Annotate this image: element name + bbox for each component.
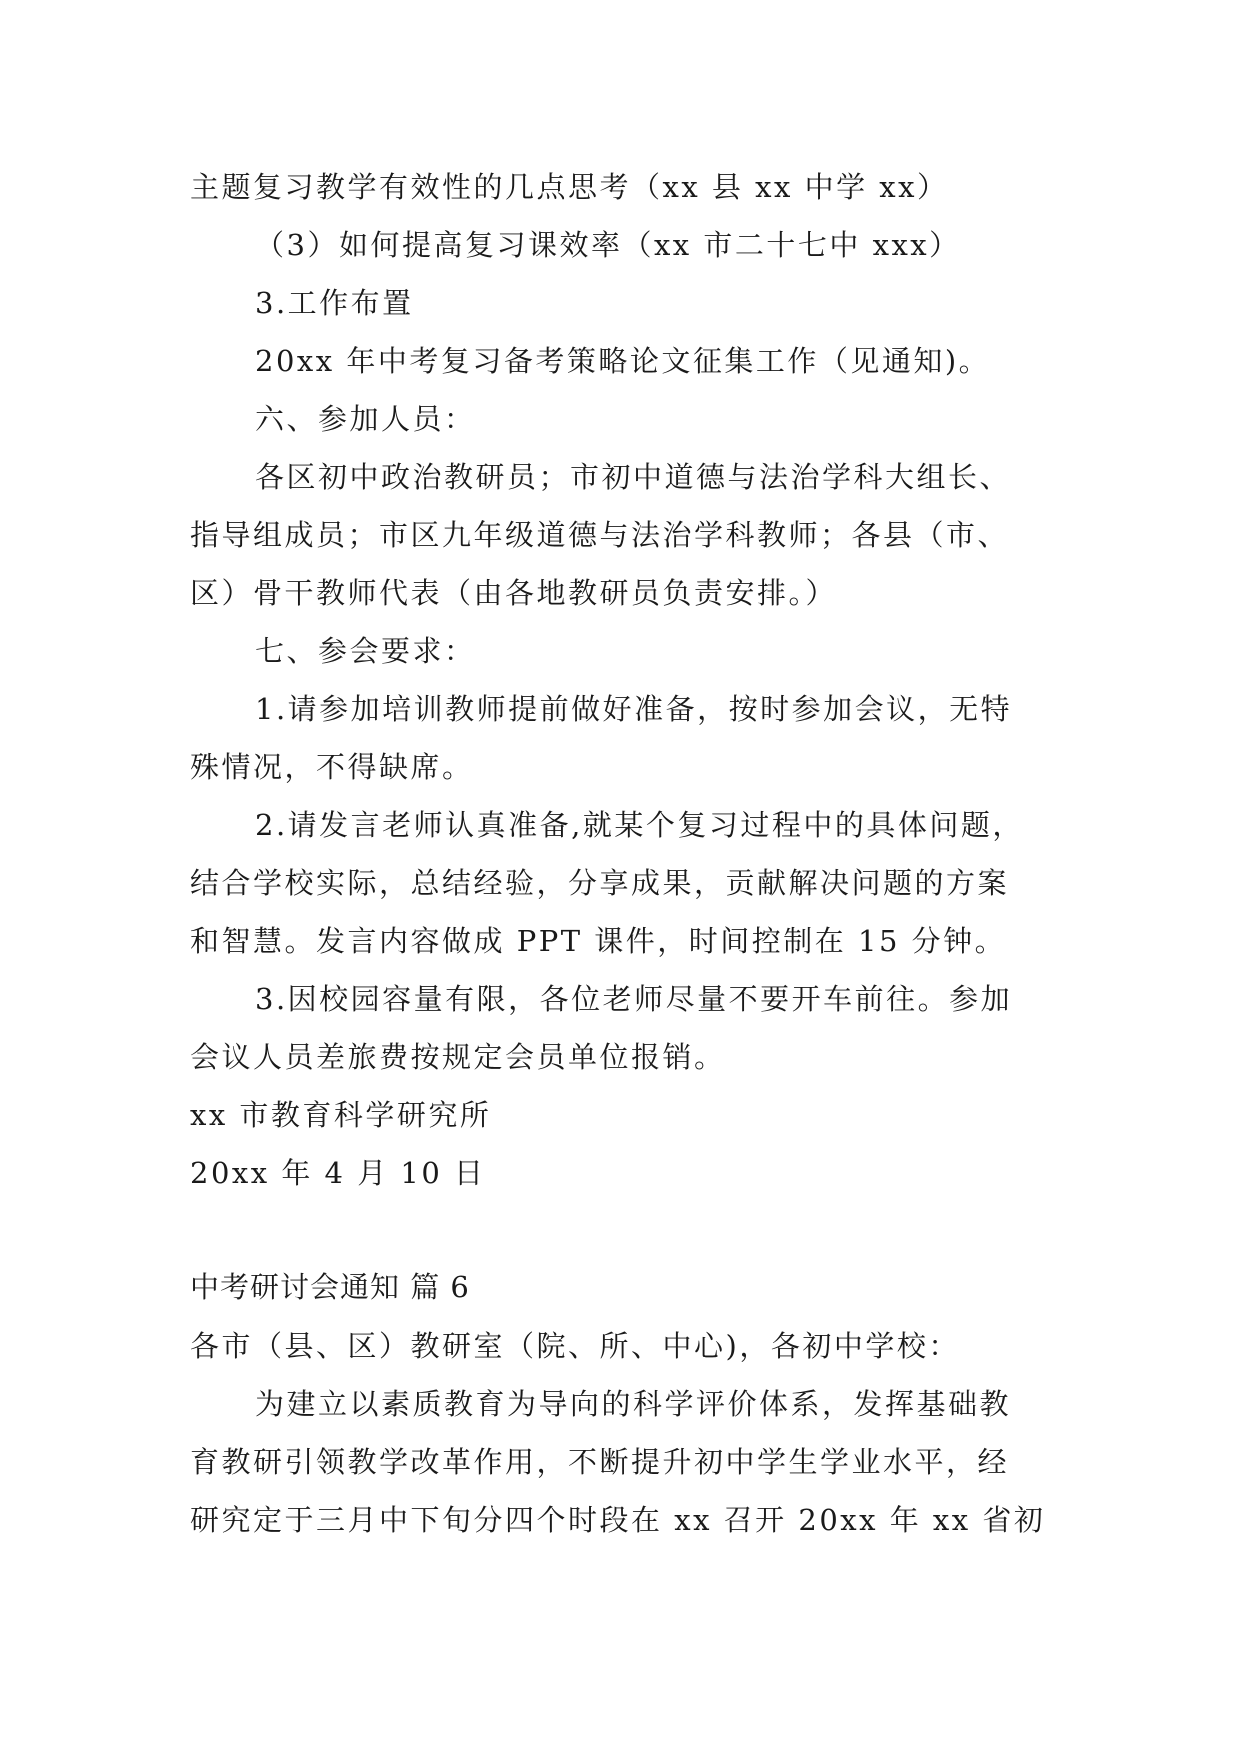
- paragraph-line: 3.因校园容量有限，各位老师尽量不要开车前往。参加: [255, 982, 1013, 1016]
- paragraph-line: 会议人员差旅费按规定会员单位报销。: [190, 1040, 726, 1074]
- paragraph-line: （3）如何提高复习课效率（xx 市二十七中 xxx）: [255, 228, 961, 262]
- section-heading-line: 六、参加人员：: [255, 402, 476, 436]
- paragraph-line: 和智慧。发言内容做成 PPT 课件，时间控制在 15 分钟。: [190, 924, 1007, 958]
- paragraph-line: 殊情况，不得缺席。: [190, 750, 474, 784]
- paragraph-line: 20xx 年中考复习备考策略论文征集工作（见通知)。: [255, 344, 991, 378]
- salutation-line: 各市（县、区）教研室（院、所、中心)，各初中学校：: [190, 1329, 960, 1363]
- paragraph-line: 3.工作布置: [255, 286, 414, 320]
- paragraph-line: 2.请发言老师认真准备,就某个复习过程中的具体问题，: [255, 808, 1024, 842]
- paragraph-line: 研究定于三月中下旬分四个时段在 xx 召开 20xx 年 xx 省初: [190, 1503, 1046, 1537]
- paragraph-line: 育教研引领教学改革作用，不断提升初中学生学业水平，经: [190, 1445, 1010, 1479]
- paragraph-line: 1.请参加培训教师提前做好准备，按时参加会议，无特: [255, 692, 1013, 726]
- paragraph-line: 指导组成员；市区九年级道德与法治学科教师；各县（市、: [190, 518, 1010, 552]
- paragraph-line: 为建立以素质教育为导向的科学评价体系，发挥基础教: [255, 1387, 1012, 1421]
- paragraph-line: 各区初中政治教研员；市初中道德与法治学科大组长、: [255, 460, 1012, 494]
- section-heading-line: 七、参会要求：: [255, 634, 476, 668]
- paragraph-line: 结合学校实际，总结经验，分享成果，贡献解决问题的方案: [190, 866, 1010, 900]
- signature-date: 20xx 年 4 月 10 日: [190, 1156, 486, 1190]
- paragraph-line: 区）骨干教师代表（由各地教研员负责安排。）: [190, 576, 838, 610]
- paragraph-line: 主题复习教学有效性的几点思考（xx 县 xx 中学 xx）: [190, 170, 949, 204]
- signature-organization: xx 市教育科学研究所: [190, 1098, 492, 1132]
- section-title: 中考研讨会通知 篇 6: [190, 1270, 470, 1304]
